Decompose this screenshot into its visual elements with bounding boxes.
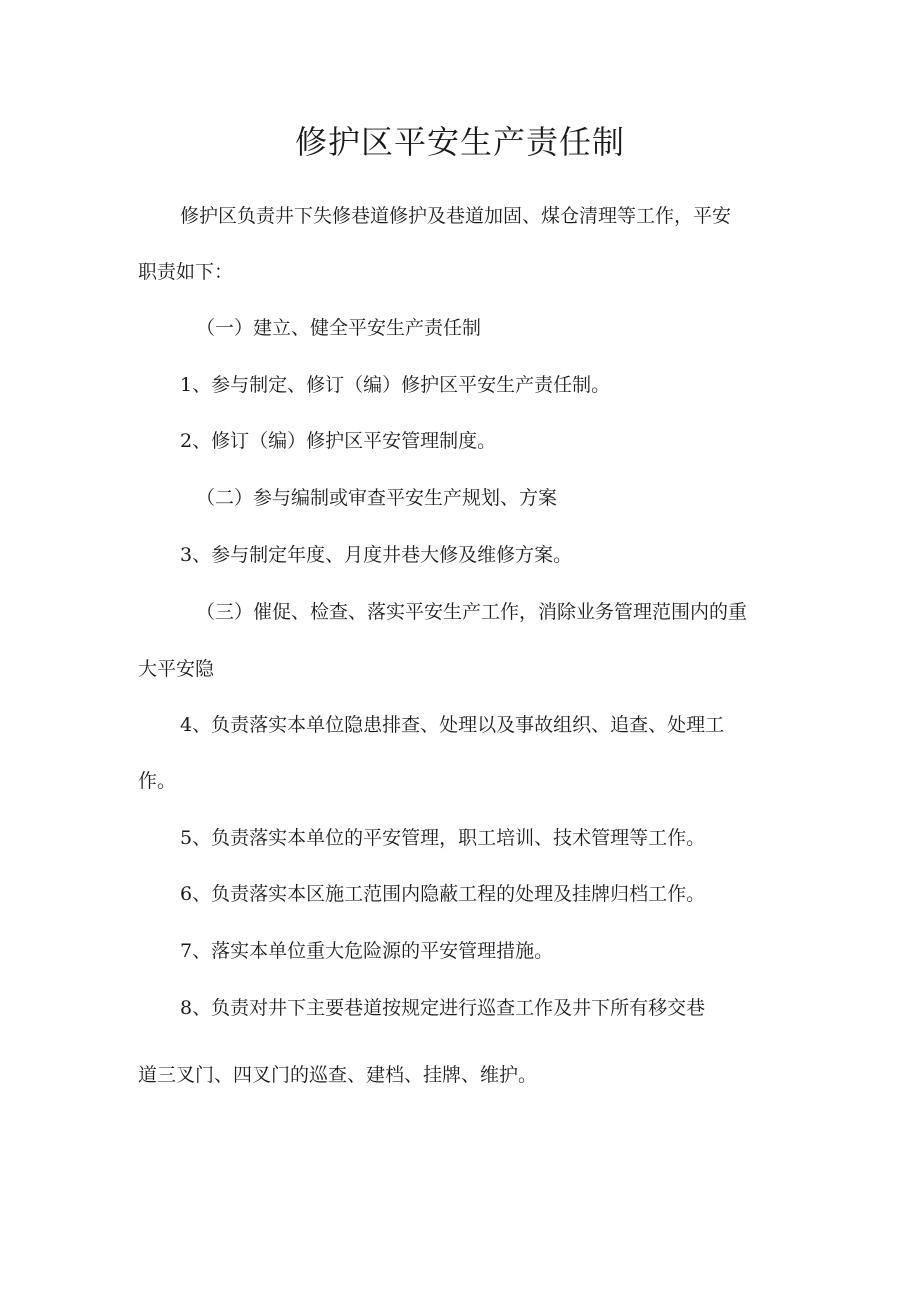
document-title: 修护区平安生产责任制 <box>294 123 625 161</box>
section-3-line-2: 大平安隐 <box>138 658 215 680</box>
item-1: 1、参与制定、修订（编）修护区平安生产责任制。 <box>180 374 611 396</box>
item-6: 6、负责落实本区施工范围内隐蔽工程的处理及挂牌归档工作。 <box>180 883 706 905</box>
item-4-line-1: 4、负责落实本单位隐患排查、处理以及事故组织、追查、处理工 <box>180 714 725 736</box>
item-7: 7、落实本单位重大危险源的平安管理措施。 <box>180 940 554 962</box>
item-2: 2、修订（编）修护区平安管理制度。 <box>180 430 497 452</box>
item-3: 3、参与制定年度、月度井巷大修及维修方案。 <box>180 544 573 566</box>
section-1-heading: （一）建立、健全平安生产责任制 <box>196 317 482 339</box>
intro-line-1: 修护区负责井下失修巷道修护及巷道加固、煤仓清理等工作，平安 <box>180 205 732 227</box>
item-8-line-2: 道三叉门、四叉门的巡查、建档、挂牌、维护。 <box>138 1064 538 1086</box>
section-3-line-1: （三）催促、检查、落实平安生产工作，消除业务管理范围内的重 <box>196 601 748 623</box>
intro-line-2: 职责如下： <box>138 261 234 283</box>
section-2-heading: （二）参与编制或审查平安生产规划、方案 <box>196 487 558 509</box>
item-8-line-1: 8、负责对井下主要巷道按规定进行巡查工作及井下所有移交巷 <box>180 997 706 1019</box>
item-5: 5、负责落实本单位的平安管理，职工培训、技术管理等工作。 <box>180 827 706 849</box>
item-4-line-2: 作。 <box>138 770 177 792</box>
